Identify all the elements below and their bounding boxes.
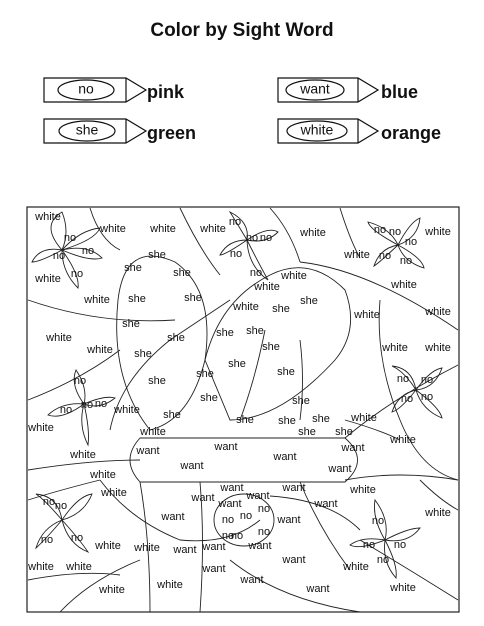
puzzle-words	[27, 211, 451, 596]
puzzle-word-white: white	[200, 222, 226, 235]
puzzle-word-want: want	[273, 450, 297, 463]
puzzle-word-want: want	[220, 481, 244, 494]
puzzle-word-white: white	[95, 539, 121, 552]
puzzle-word-white: white	[134, 541, 160, 554]
puzzle-word-no: no	[393, 538, 407, 551]
puzzle-word-want: want	[202, 562, 226, 575]
puzzle-word-white: white	[300, 226, 326, 239]
legend-word: want	[300, 80, 330, 97]
puzzle-word-no: no	[245, 231, 259, 244]
puzzle-word-want: want	[328, 462, 352, 475]
puzzle-word-no: no	[73, 374, 87, 387]
puzzle-word-no: no	[70, 531, 84, 544]
puzzle-word-she: she	[300, 294, 318, 307]
puzzle-word-white: white	[344, 248, 370, 261]
puzzle-word-no: no	[80, 398, 94, 411]
puzzle-word-white: white	[425, 506, 451, 519]
legend-word: white	[300, 121, 334, 138]
page-title: Color by Sight Word	[150, 20, 334, 41]
legend-color-name: orange	[381, 123, 442, 143]
puzzle-word-no: no	[40, 533, 54, 546]
puzzle-word-no: no	[229, 247, 243, 260]
puzzle-word-white: white	[390, 581, 416, 594]
puzzle-word-white: white	[87, 343, 113, 356]
puzzle-word-she: she	[335, 425, 353, 438]
puzzle-word-she: she	[184, 291, 202, 304]
legend-word: she	[75, 121, 99, 138]
puzzle-word-white: white	[157, 578, 183, 591]
puzzle-word-want: want	[173, 543, 197, 556]
puzzle-word-white: white	[382, 341, 408, 354]
puzzle-word-she: she	[298, 425, 316, 438]
legend-color-name: blue	[381, 82, 419, 102]
puzzle-word-white: white	[281, 269, 307, 282]
puzzle-word-she: she	[124, 261, 142, 274]
puzzle-word-want: want	[282, 481, 306, 494]
puzzle-word-white: white	[99, 583, 125, 596]
puzzle-word-she: she	[228, 357, 246, 370]
puzzle-word-white: white	[390, 433, 416, 446]
puzzle-word-she: she	[196, 367, 214, 380]
puzzle-word-want: want	[180, 459, 204, 472]
puzzle-word-no: no	[388, 225, 402, 238]
puzzle-word-want: want	[282, 553, 306, 566]
puzzle-word-no: no	[230, 529, 244, 542]
puzzle-word-she: she	[272, 302, 290, 315]
puzzle-word-she: she	[312, 412, 330, 425]
puzzle-word-white: white	[100, 222, 126, 235]
puzzle-word-no: no	[378, 249, 392, 262]
puzzle-word-no: no	[420, 373, 434, 386]
puzzle-word-white: white	[350, 483, 376, 496]
puzzle-word-white: white	[425, 341, 451, 354]
puzzle-word-want: want	[218, 497, 242, 510]
puzzle-word-she: she	[167, 331, 185, 344]
puzzle-word-no: no	[42, 495, 56, 508]
puzzle-word-she: she	[122, 317, 140, 330]
puzzle-word-no: no	[221, 529, 235, 542]
puzzle-word-no: no	[59, 403, 73, 416]
puzzle-word-no: no	[52, 249, 66, 262]
puzzle-word-she: she	[148, 248, 166, 261]
puzzle-word-no: no	[371, 514, 385, 527]
legend-color-name: green	[147, 123, 197, 143]
puzzle-word-no: no	[396, 372, 410, 385]
puzzle-word-she: she	[246, 324, 264, 337]
puzzle-word-no: no	[259, 231, 273, 244]
puzzle-word-she: she	[292, 394, 310, 407]
puzzle-word-want: want	[214, 440, 238, 453]
puzzle-word-white: white	[101, 486, 127, 499]
puzzle-word-she: she	[236, 413, 254, 426]
puzzle-word-want: want	[341, 441, 365, 454]
legend-word: no	[78, 80, 94, 97]
puzzle-word-white: white	[343, 560, 369, 573]
legend-color-name: pink	[147, 82, 185, 102]
puzzle-word-she: she	[134, 347, 152, 360]
puzzle-word-want: want	[191, 491, 215, 504]
puzzle-word-no: no	[221, 513, 235, 526]
puzzle-word-white: white	[35, 210, 61, 223]
puzzle-word-she: she	[128, 292, 146, 305]
puzzle-word-white: white	[254, 280, 280, 293]
puzzle-word-no: no	[239, 509, 253, 522]
puzzle-word-no: no	[362, 538, 376, 551]
puzzle-word-white: white	[351, 411, 377, 424]
puzzle-word-she: she	[148, 374, 166, 387]
puzzle-word-no: no	[249, 266, 263, 279]
puzzle-word-no: no	[81, 244, 95, 257]
puzzle-word-white: white	[391, 278, 417, 291]
puzzle-word-no: no	[420, 390, 434, 403]
puzzle-word-no: no	[94, 397, 108, 410]
puzzle-word-no: no	[404, 235, 418, 248]
puzzle-word-white: white	[114, 403, 140, 416]
puzzle-word-white: white	[70, 448, 96, 461]
puzzle-word-she: she	[277, 365, 295, 378]
puzzle-word-she: she	[163, 408, 181, 421]
puzzle-word-no: no	[257, 502, 271, 515]
puzzle-word-want: want	[306, 582, 330, 595]
puzzle-word-she: she	[262, 340, 280, 353]
puzzle-word-white: white	[35, 272, 61, 285]
puzzle-word-want: want	[248, 539, 272, 552]
puzzle-word-white: white	[233, 300, 259, 313]
puzzle-word-white: white	[46, 331, 72, 344]
puzzle-word-white: white	[354, 308, 380, 321]
puzzle-word-no: no	[54, 499, 68, 512]
puzzle-word-no: no	[63, 231, 77, 244]
puzzle-word-she: she	[173, 266, 191, 279]
puzzle-word-she: she	[216, 326, 234, 339]
puzzle-word-want: want	[202, 540, 226, 553]
puzzle-word-white: white	[84, 293, 110, 306]
puzzle-word-no: no	[400, 392, 414, 405]
puzzle-word-want: want	[240, 573, 264, 586]
puzzle-word-want: want	[136, 444, 160, 457]
puzzle-word-white: white	[28, 560, 54, 573]
puzzle-word-white: white	[28, 421, 54, 434]
puzzle-word-white: white	[66, 560, 92, 573]
puzzle-word-no: no	[257, 525, 271, 538]
puzzle-word-white: white	[425, 305, 451, 318]
puzzle-word-no: no	[399, 254, 413, 267]
puzzle-word-no: no	[376, 553, 390, 566]
puzzle-word-she: she	[278, 414, 296, 427]
puzzle-word-want: want	[314, 497, 338, 510]
puzzle-word-no: no	[228, 215, 242, 228]
puzzle-word-white: white	[425, 225, 451, 238]
puzzle-word-white: white	[90, 468, 116, 481]
puzzle-word-white: white	[140, 425, 166, 438]
puzzle-word-she: she	[200, 391, 218, 404]
puzzle-word-want: want	[246, 489, 270, 502]
puzzle-word-no: no	[70, 267, 84, 280]
puzzle-word-white: white	[150, 222, 176, 235]
puzzle-word-want: want	[277, 513, 301, 526]
puzzle-word-want: want	[161, 510, 185, 523]
puzzle-word-no: no	[373, 223, 387, 236]
